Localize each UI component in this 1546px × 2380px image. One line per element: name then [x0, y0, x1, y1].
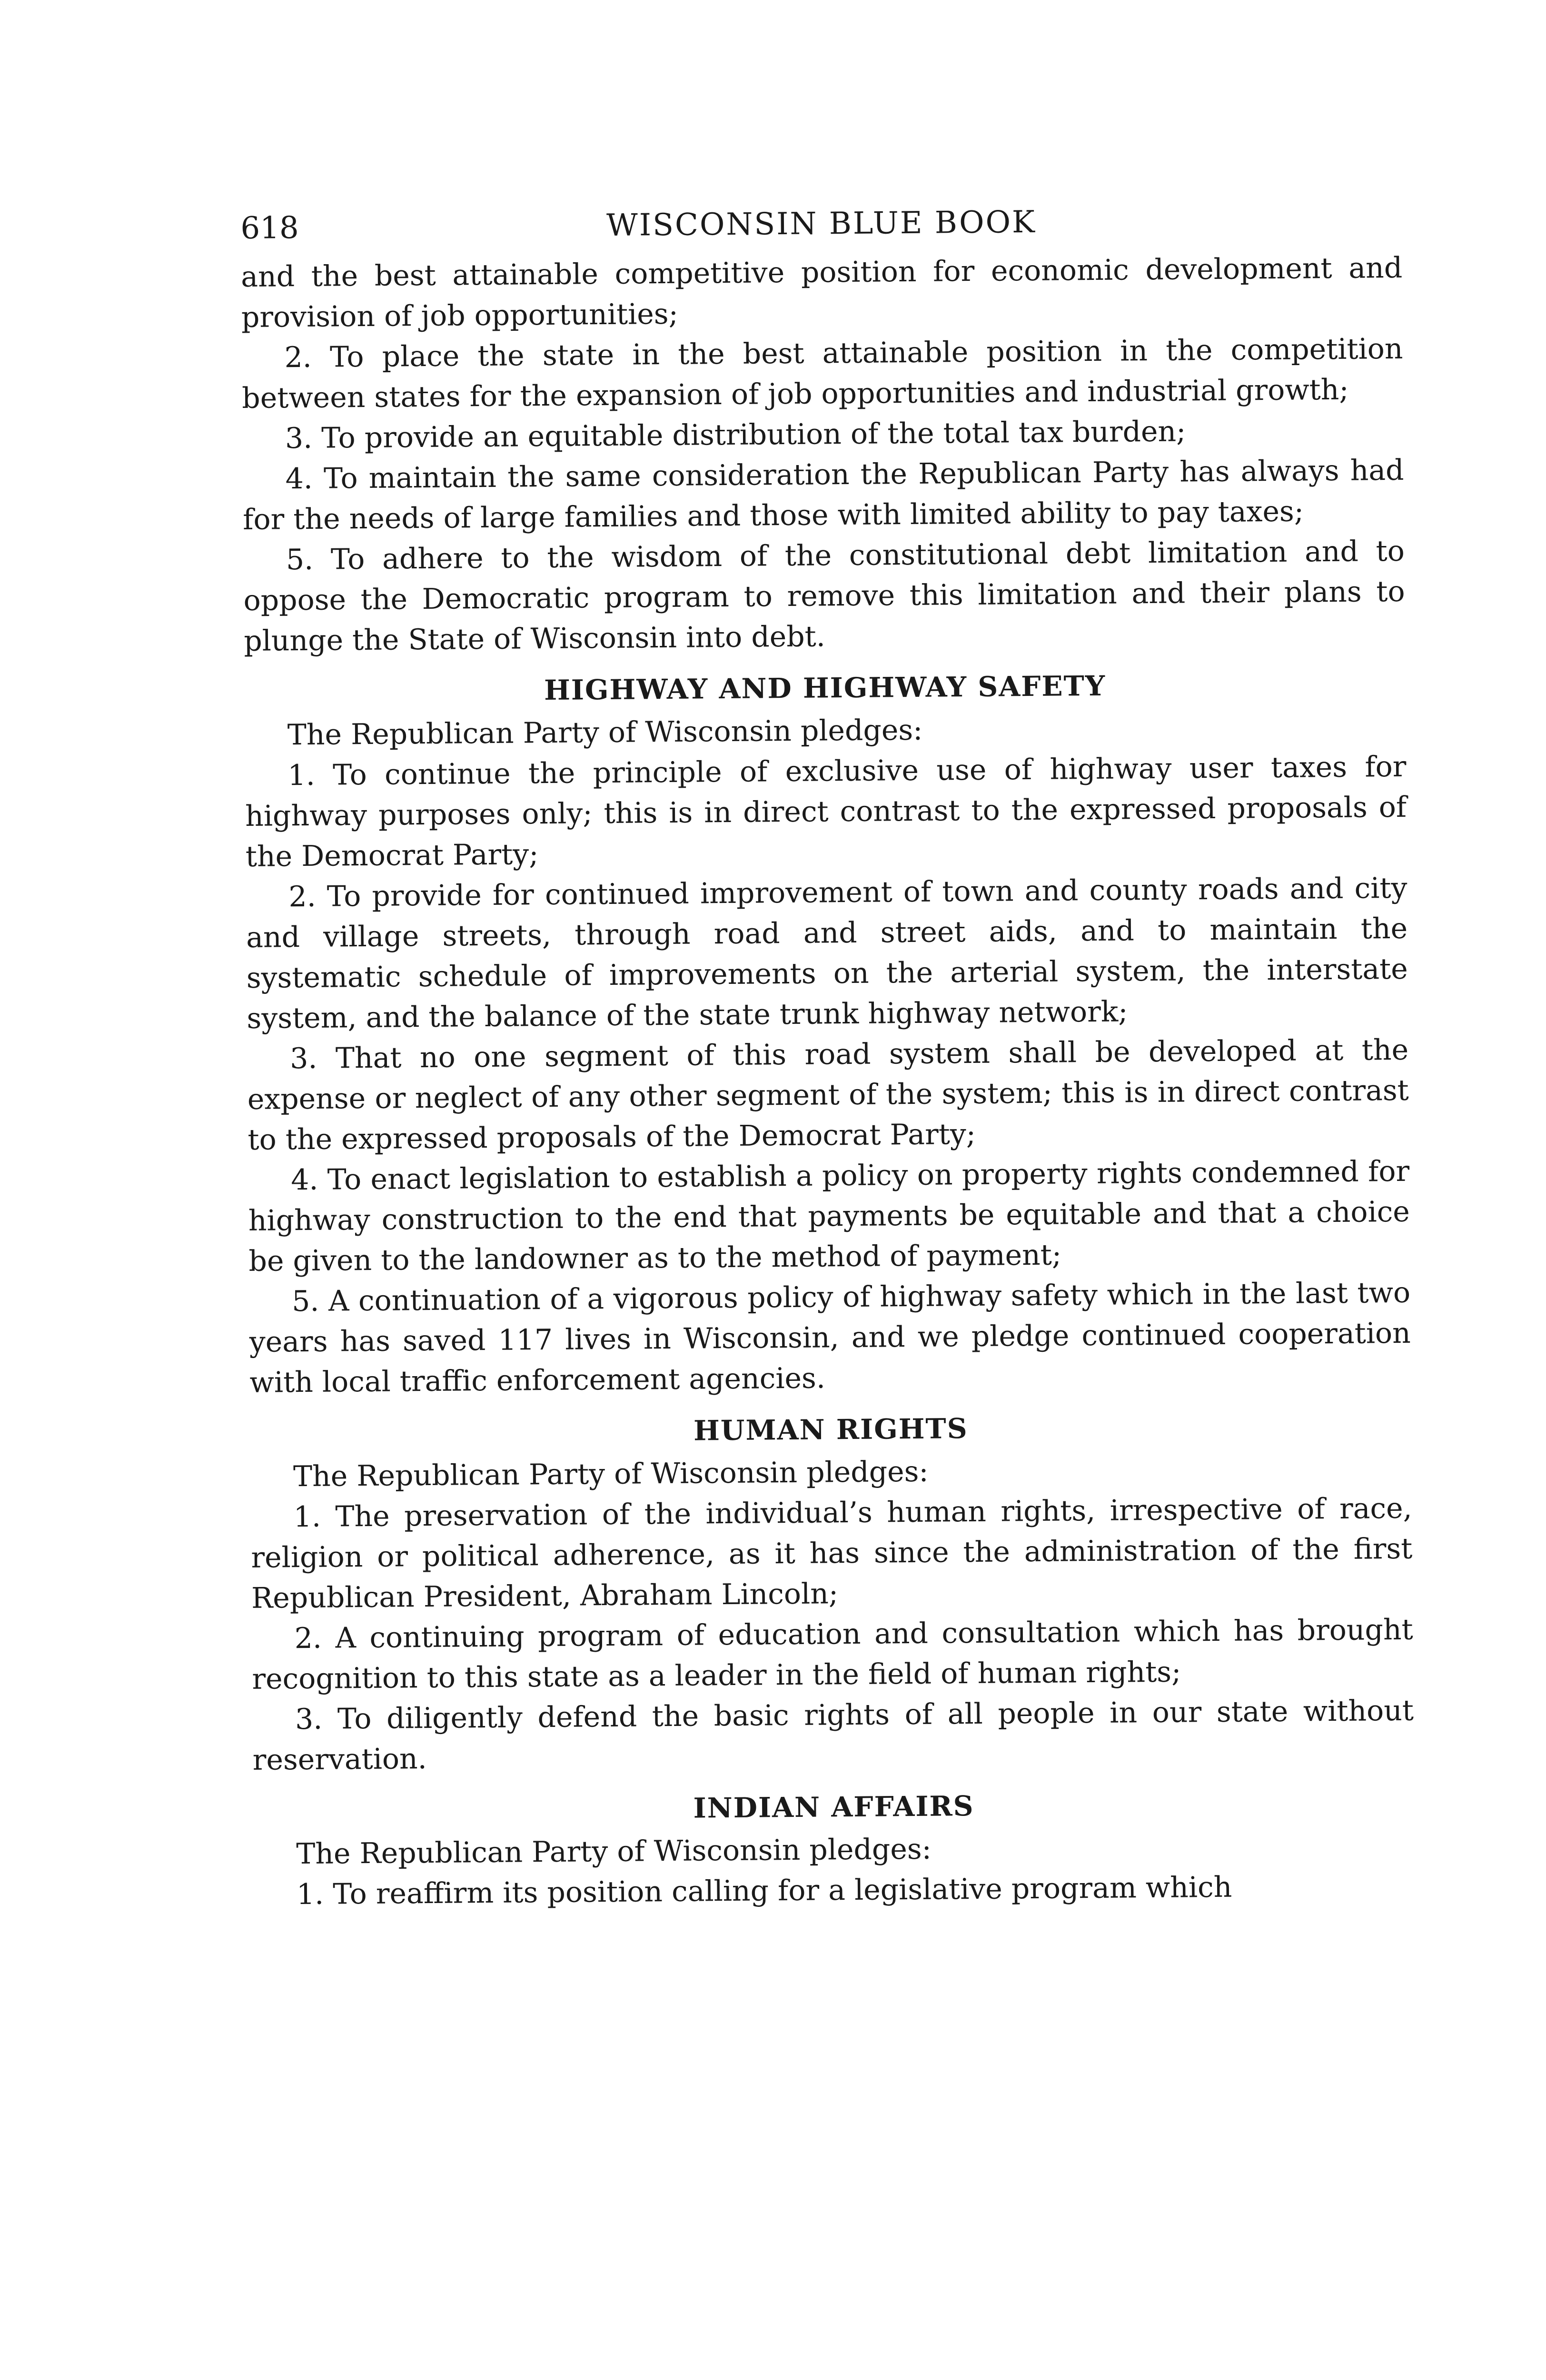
running-title: WISCONSIN BLUE BOOK — [606, 204, 1037, 243]
list-item: 4. To maintain the same consideration the Republican Party has always had for the needs of large families and those with limited ability to pay taxes; — [243, 453, 1404, 536]
pledge-intro: The Republican Party of Wisconsin pledges: — [296, 1832, 932, 1871]
continuation-paragraph: and the best attainable competitive position for economic development and provision of job opportunities; — [240, 251, 1403, 334]
section-heading: HUMAN RIGHTS — [693, 1412, 968, 1447]
list-item: 1. The preservation of the individual’s human rights, irrespective of race, religion or political adherence, as it has since the administration of the first Republican President, Abraham Lincoln; — [251, 1491, 1413, 1615]
pledge-intro: The Republican Party of Wisconsin pledges: — [287, 713, 923, 752]
list-item: 2. To provide for continued improvement of town and county roads and city and village streets, through road and street aids, and to maintain the systematic schedule of improvements on the arterial system, the interstate system, and the balance of the state trunk highway network; — [246, 871, 1408, 1035]
section-human-rights — [250, 1403, 1414, 1781]
list-item: 3. To diligently defend the basic rights of all people in our state without reservation. — [252, 1694, 1414, 1777]
pledge-intro: The Republican Party of Wisconsin pledges: — [293, 1455, 929, 1494]
list-item: 3. That no one segment of this road system shall be developed at the expense or neglect of any other segment of the system; this is in direct contrast to the expressed proposals of the Democrat Party; — [247, 1033, 1409, 1157]
list-item: 1. To continue the principle of exclusive use of highway user taxes for highway purposes only; this is in direct contrast to the expressed proposals of the Democrat Party; — [245, 750, 1407, 873]
intro-block — [241, 248, 1406, 662]
list-item: 2. A continuing program of education and consultation which has brought recognition to this state as a leader in the field of human rights; — [252, 1613, 1413, 1696]
running-head — [240, 191, 1402, 257]
section-heading: INDIAN AFFAIRS — [693, 1789, 974, 1825]
list-item: 2. To place the state in the best attainable position in the competition between states for the expansion of job opportunities and industrial growth; — [242, 332, 1403, 415]
list-item: 5. A continuation of a vigorous policy of highway safety which in the last two years has saved 117 lives in Wisconsin, and we pledge continued cooperation with local traffic enforcement agencies. — [249, 1276, 1411, 1399]
book-page — [240, 191, 1415, 1915]
page-number: 618 — [240, 210, 299, 246]
list-item: 4. To enact legislation to establish a policy on property rights condemned for highway construction to the end that payments be equitable and that a choice be given to the landowner as to the method of payment; — [248, 1154, 1410, 1278]
section-heading: HIGHWAY AND HIGHWAY SAFETY — [544, 669, 1106, 707]
list-item: 3. To provide an equitable distribution of the total tax burden; — [285, 415, 1186, 456]
section-indian-affairs — [253, 1780, 1415, 1915]
section-highway — [244, 661, 1411, 1403]
list-item: 1. To reaffirm its position calling for a legislative program which — [296, 1870, 1232, 1912]
list-item: 5. To adhere to the wisdom of the constitutional debt limitation and to oppose the Democratic program to remove this limitation and their plans to plunge the State of Wisconsin into debt. — [243, 534, 1405, 658]
